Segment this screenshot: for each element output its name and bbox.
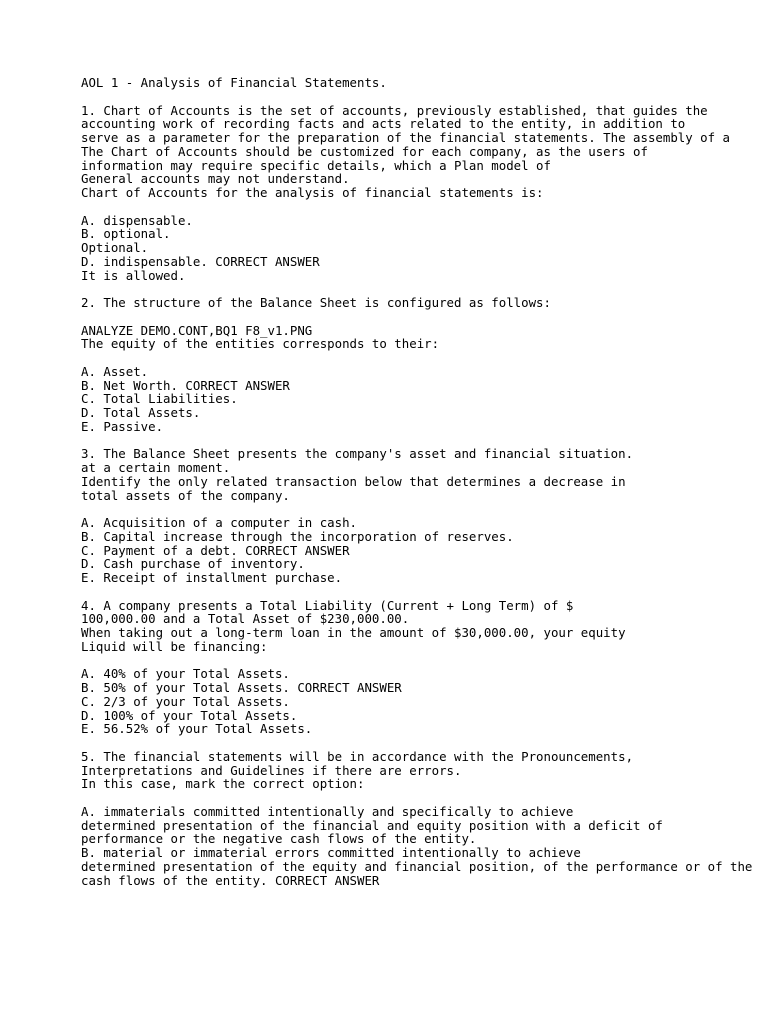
text-line: total assets of the company.	[81, 487, 290, 503]
text-line: B. material or immaterial errors committed intentionally to achieve	[81, 845, 581, 860]
text-line: A. Asset.	[81, 363, 149, 379]
text-line: Identify the only related transaction below that determines a decrease in	[81, 473, 626, 489]
text-line	[81, 90, 768, 104]
text-line: D. Total Assets.	[81, 405, 201, 420]
text-line	[81, 434, 768, 448]
text-line: Liquid will be financing:	[81, 638, 268, 654]
text-line: The Chart of Accounts should be customized for each company, as the users of	[81, 143, 648, 159]
text-line	[81, 351, 768, 365]
text-line: B. Net Worth. CORRECT ANSWER	[81, 377, 290, 393]
text-line	[81, 282, 768, 296]
text-line: Chart of Accounts for the analysis of financial statements is:	[81, 185, 544, 200]
text-line: B. optional.	[81, 226, 171, 242]
text-line: 5. The financial statements will be in accordance with the Pronouncements,	[81, 748, 634, 764]
text-line: information may require specific details, which a Plan model of	[81, 157, 551, 173]
text-line: serve as a parameter for the preparation of the financial statements. The assembly of a	[81, 130, 731, 145]
text-line	[81, 654, 768, 668]
text-line: B. 50% of your Total Assets. CORRECT ANSWER	[81, 680, 402, 695]
text-line: C. 2/3 of your Total Assets.	[81, 693, 290, 709]
text-line: It is allowed.	[81, 267, 186, 283]
text-line: AOL 1 - Analysis of Financial Statements.	[81, 75, 387, 90]
text-line: A. Acquisition of a computer in cash.	[81, 515, 358, 530]
text-line: The equity of the entities corresponds to their:	[81, 336, 440, 352]
text-line: D. 100% of your Total Assets.	[81, 707, 298, 723]
text-line	[81, 310, 768, 324]
text-line: accounting work of recording facts and acts related to the entity, in addition to	[81, 116, 686, 132]
text-line: Optional.	[81, 240, 149, 255]
text-line: C. Payment of a debt. CORRECT ANSWER	[81, 542, 350, 558]
text-line: A. immaterials committed intentionally and specifically to achieve	[81, 803, 574, 819]
text-line: 1. Chart of Accounts is the set of accounts, previously established, that guides the	[81, 102, 708, 118]
text-line: In this case, mark the correct option:	[81, 776, 365, 792]
document-text	[81, 76, 768, 887]
text-line: A. dispensable.	[81, 212, 193, 228]
text-line	[81, 585, 768, 599]
text-line: 3. The Balance Sheet presents the company's asset and financial situation.	[81, 446, 634, 462]
text-line	[81, 736, 768, 750]
text-line: Interpretations and Guidelines if there are errors.	[81, 762, 462, 778]
text-line: determined presentation of the financial and equity position with a deficit of	[81, 817, 663, 833]
text-line: 4. A company presents a Total Liability (Current + Long Term) of $	[81, 597, 574, 613]
text-line: A. 40% of your Total Assets.	[81, 666, 290, 682]
text-line: B. Capital increase through the incorporation of reserves.	[81, 528, 514, 544]
text-line	[81, 791, 768, 805]
text-line: cash flows of the entity. CORRECT ANSWER	[81, 872, 380, 888]
text-line: General accounts may not understand.	[81, 171, 350, 187]
text-line: 100,000.00 and a Total Asset of $230,000.00.	[81, 611, 410, 627]
text-line: E. Receipt of installment purchase.	[81, 570, 343, 585]
text-line: ANALYZE DEMO.CONT,BQ1 F8_v1.PNG	[81, 322, 313, 338]
text-line: When taking out a long-term loan in the amount of $30,000.00, your equity	[81, 625, 626, 640]
text-line: D. Cash purchase of inventory.	[81, 556, 305, 572]
text-line: E. Passive.	[81, 418, 164, 434]
text-line: D. indispensable. CORRECT ANSWER	[81, 253, 320, 269]
text-line: at a certain moment.	[81, 460, 231, 475]
text-line: determined presentation of the equity and financial position, of the performance or of the	[81, 858, 753, 874]
text-line	[81, 200, 768, 214]
text-line	[81, 502, 768, 516]
text-line: 2. The structure of the Balance Sheet is configured as follows:	[81, 295, 551, 310]
text-line: performance or the negative cash flows of the entity.	[81, 831, 477, 847]
text-line: C. Total Liabilities.	[81, 391, 238, 407]
text-line: E. 56.52% of your Total Assets.	[81, 721, 313, 737]
